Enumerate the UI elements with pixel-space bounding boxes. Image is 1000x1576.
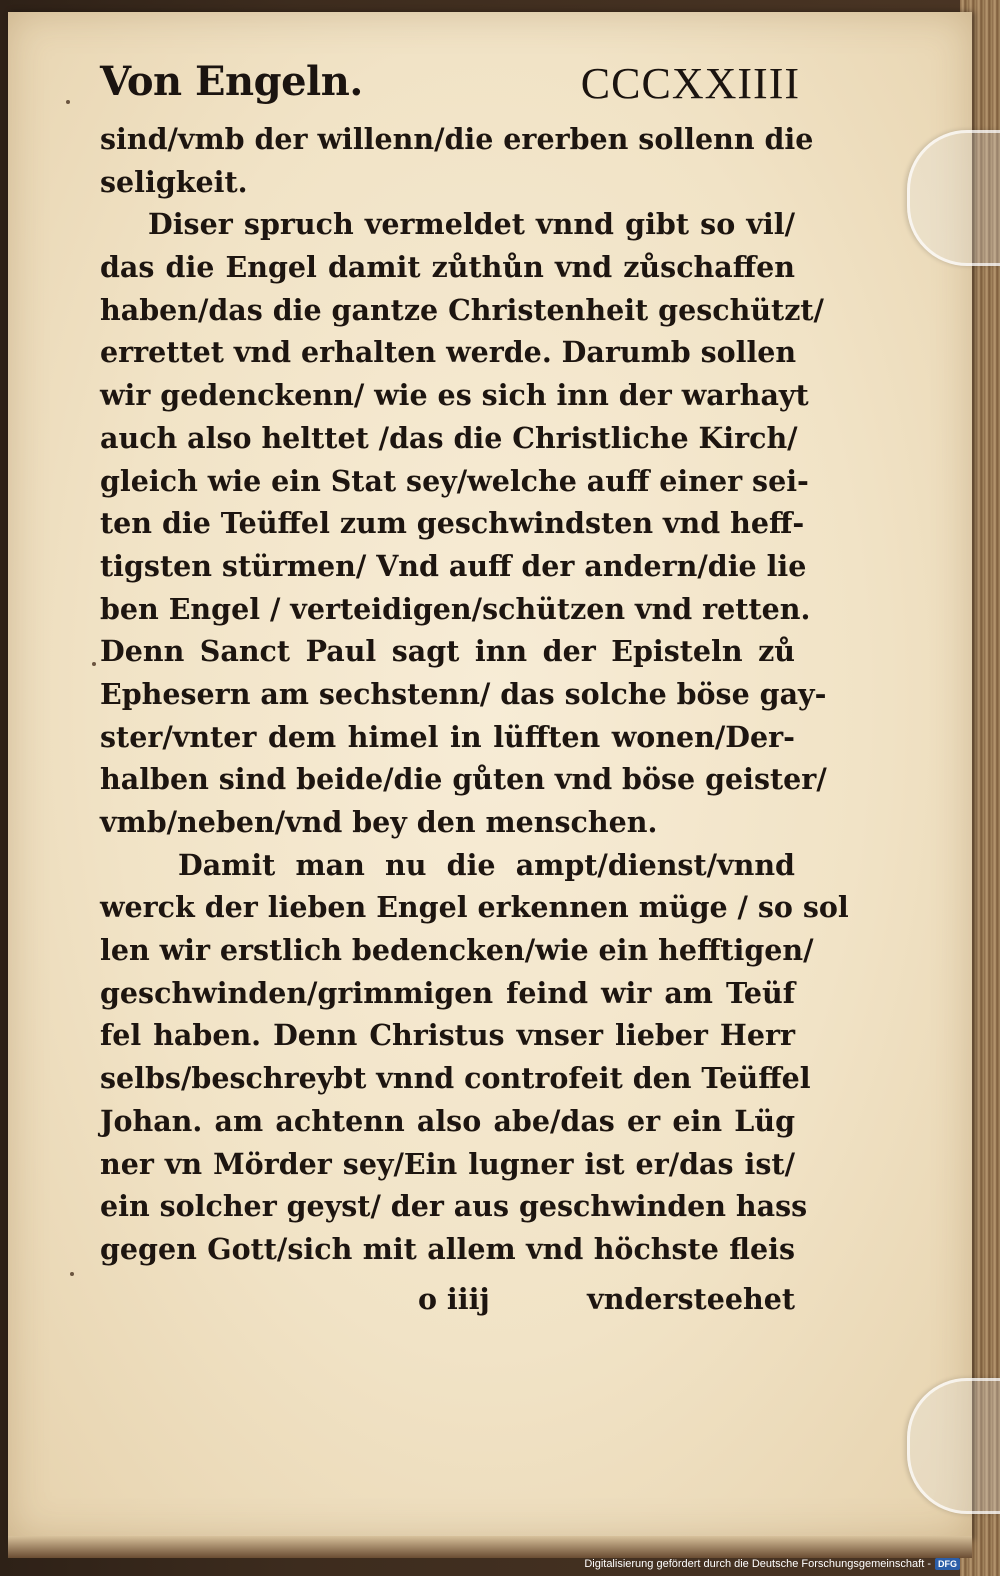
page-clip-bottom <box>907 1378 1000 1514</box>
text-line-content: haben/das die gantze Christenheit geschützt/ <box>100 292 824 327</box>
text-line-content: Denn Sanct Paul sagt inn der Episteln zů <box>100 634 795 669</box>
text-line-content: errettet vnd erhalten werde. Darumb sollen <box>100 335 797 370</box>
signature-mark: o iiij <box>418 1282 490 1316</box>
text-line <box>100 460 809 503</box>
text-line <box>100 203 795 246</box>
credit-text: Digitalisierung gefördert durch die Deutsche Forschungsgemeinschaft - <box>584 1558 931 1570</box>
text-line-content: ten die Teüffel zum geschwindsten vnd heff- <box>100 506 805 541</box>
text-line <box>100 1228 795 1271</box>
paper-speck <box>66 100 70 104</box>
page-clip-top <box>907 130 1000 266</box>
text-line-content: ster/vnter dem himel in lüfften wonen/Der- <box>100 719 795 754</box>
text-line-content: werck der lieben Engel erkennen müge / so sol <box>100 890 849 925</box>
text-line-content: tigsten stürmen/ Vnd auff der andern/die lie <box>100 548 807 583</box>
text-line-content: Ephesern am sechstenn/ das solche böse gay- <box>100 676 827 711</box>
text-line-content: Diser spruch vermeldet vnnd gibt so vil/ <box>148 207 795 242</box>
text-line <box>100 1014 795 1057</box>
text-line <box>100 886 849 929</box>
text-line <box>100 844 795 887</box>
text-line-content: seligkeit. <box>100 164 248 199</box>
text-line-content: auch also helttet /das die Christliche Kirch/ <box>100 420 798 455</box>
text-line <box>100 1100 795 1143</box>
digitization-credit <box>584 1554 960 1574</box>
page-header <box>100 58 800 118</box>
text-line <box>100 1185 808 1228</box>
text-line <box>100 1143 795 1186</box>
text-line-content: gegen Gott/sich mit allem vnd höchste fleis <box>100 1231 795 1266</box>
catchword: vndersteehet <box>587 1282 795 1316</box>
folio-number: CCCXXIIII <box>580 59 800 108</box>
text-line-content: selbs/beschreybt vnnd controfeit den Teüffel <box>100 1061 811 1096</box>
text-line <box>100 801 795 844</box>
text-line <box>100 716 795 759</box>
dfg-logo: DFG <box>935 1558 960 1570</box>
text-line <box>100 374 809 417</box>
text-line-content: ner vn Mörder sey/Ein lugner ist er/das ist/ <box>100 1146 795 1181</box>
text-line-content: ein solcher geyst/ der aus geschwinden hass <box>100 1189 808 1224</box>
text-line <box>100 246 795 289</box>
text-line <box>100 545 807 588</box>
text-line-content: wir gedenckenn/ wie es sich inn der warhayt <box>100 378 809 413</box>
text-line-content: vmb/neben/vnd bey den menschen. <box>100 805 658 839</box>
text-line <box>100 331 795 374</box>
text-line-content: Johan. am achtenn also abe/das er ein Lüg <box>100 1103 795 1138</box>
text-line <box>100 1057 811 1100</box>
paper-speck <box>92 662 96 666</box>
text-line-content: das die Engel damit zůthůn vnd zůschaffen <box>100 250 795 285</box>
text-line <box>100 502 805 545</box>
text-line <box>100 972 795 1015</box>
text-line <box>100 929 814 972</box>
text-line-content: halben sind beide/die gůten vnd böse geister/ <box>100 762 827 797</box>
page-footer <box>100 1282 795 1324</box>
text-block <box>100 118 849 1271</box>
text-line <box>100 673 827 716</box>
text-line <box>100 758 827 801</box>
text-line-content: sind/vmb der willenn/die ererben sollenn die <box>100 122 814 156</box>
text-line-content: gleich wie ein Stat sey/welche auff einer sei- <box>100 463 809 498</box>
text-line <box>100 630 795 673</box>
text-line-content: Damit man nu die ampt/dienst/vnnd <box>178 847 795 882</box>
text-line <box>100 118 814 161</box>
text-line-content: ben Engel / verteidigen/schützen vnd retten. <box>100 591 811 626</box>
text-line <box>100 588 811 631</box>
paper-speck <box>70 1272 74 1276</box>
text-line-content: fel haben. Denn Christus vnser lieber Herr <box>100 1018 795 1053</box>
running-head: Von Engeln. <box>100 58 363 105</box>
text-line-content: len wir erstlich bedencken/wie ein hefftigen/ <box>100 933 814 968</box>
text-line <box>100 161 795 204</box>
text-line <box>100 289 824 332</box>
text-line <box>100 417 798 460</box>
text-line-content: geschwinden/grimmigen feind wir am Teüf <box>100 975 795 1010</box>
